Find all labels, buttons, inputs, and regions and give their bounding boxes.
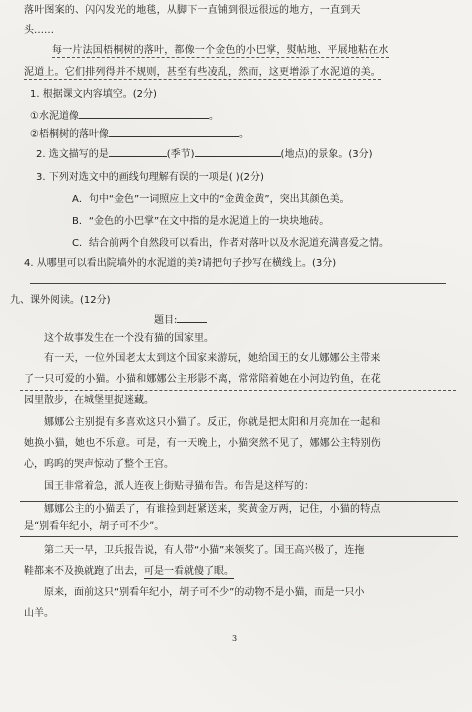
q1-item-1: ①水泥道像 。 xyxy=(30,108,219,124)
q2-part-3: (地点)的景象。(3分) xyxy=(280,149,373,160)
story-para-2-line-3: 园里散步，在城堡里捉迷藏。 xyxy=(24,395,154,406)
q2-line xyxy=(36,146,373,162)
page-number: 3 xyxy=(232,634,238,643)
q3-option-c: C．结合前两个自然段可以看出，作者对落叶以及水泥道充满喜爱之情。 xyxy=(72,238,389,249)
q4-answer-line[interactable] xyxy=(30,283,446,284)
q1-item-2: ②梧桐树的落叶像 。 xyxy=(30,126,249,142)
story-title-blank[interactable] xyxy=(177,312,207,323)
story-para-2-line-1: 有一天，一位外国老太太到这个国家来游玩，她给国王的女儿娜娜公主带来 xyxy=(44,353,381,364)
q2-part-2: (季节) xyxy=(166,149,195,160)
story-para-5-line-1: 第二天一早，卫兵报告说，有人带“小猫”来领奖了。国王高兴极了，连拖 xyxy=(44,545,365,556)
q1-title: 1. 根据课文内容填空。(2分) xyxy=(30,89,157,100)
story-para-3-line-3: 心，呜呜的哭声惊动了整个王宫。 xyxy=(24,459,174,470)
notice-line-1: 娜娜公主的小猫丢了，有谁捡到赶紧送来，奖黄金万两，记住，小猫的特点 xyxy=(44,504,381,515)
story-para-5-text: 鞋都来不及换就跑了出去， xyxy=(24,566,144,577)
q2-blank-place[interactable] xyxy=(195,146,281,157)
q3-title: 3. 下列对选文中的画线句理解有误的一项是( )(2分) xyxy=(36,172,264,183)
notice-line-2: 是“别看年纪小，胡子可不少”。 xyxy=(24,521,165,532)
q1-answer-blank-2[interactable] xyxy=(109,126,239,137)
story-para-3-line-2: 她换小猫，她也不乐意。可是，有一天晚上，小猫突然不见了，娜娜公主特别伤 xyxy=(24,438,381,449)
q3-option-a: A．句中“金色”一词照应上文中的“金黄金黄”，突出其颜色美。 xyxy=(72,194,350,205)
q2-blank-season[interactable] xyxy=(109,146,167,157)
q1-item-1-label: ①水泥道像 xyxy=(30,111,79,122)
q4-title: 4. 从哪里可以看出院墙外的水泥道的美?请把句子抄写在横线上。(3分) xyxy=(24,258,337,269)
top-text-line-2: 头…… xyxy=(24,25,54,36)
underlined-passage-line-1 xyxy=(52,44,389,58)
underlined-text-2: 泥道上。它们排列得并不规则，甚至有些凌乱，然而，这更增添了水泥道的美。 xyxy=(24,67,381,78)
top-text-line-1: 落叶图案的、闪闪发光的地毯，从脚下一直铺到很远很远的地方，一直到天 xyxy=(24,5,361,16)
section-9-heading: 九、课外阅读。(12分) xyxy=(10,295,111,306)
q1-answer-blank-1[interactable] xyxy=(79,108,209,119)
q2-part-1: 2. 选文描写的是 xyxy=(36,149,109,160)
story-para-6-line-2: 山羊。 xyxy=(24,608,54,619)
story-para-4: 国王非常着急，派人连夜上街贴寻猫布告。布告是这样写的： xyxy=(44,481,314,492)
story-para-5-line-2 xyxy=(24,565,234,579)
story-para-1: 这个故事发生在一个没有猫的国家里。 xyxy=(44,333,214,344)
q3-option-b: B．“金色的小巴掌”在文中指的是水泥道上的一块块地砖。 xyxy=(72,216,330,227)
story-title-label: 题目: xyxy=(154,312,207,328)
underlined-sentence: 可是一看就傻了眼。 xyxy=(144,566,234,577)
story-para-6-line-1: 原来，面前这只“别看年纪小，胡子可不少”的动物不是小猫，而是一只小 xyxy=(44,587,365,598)
story-para-2-line-2: 了一只可爱的小猫。小猫和娜娜公主形影不离，常常陪着她在小河边钓鱼，在花 xyxy=(24,374,381,385)
separator-dashed xyxy=(20,390,456,391)
story-para-3-line-1: 娜娜公主别提有多喜欢这只小猫了。反正，你就是把太阳和月亮加在一起和 xyxy=(44,417,381,428)
underlined-passage-line-2 xyxy=(24,66,381,80)
underlined-text-1: 每一片法国梧桐树的落叶，都像一个金色的小巴掌，熨帖地、平展地粘在水 xyxy=(52,45,389,56)
q1-item-2-label: ②梧桐树的落叶像 xyxy=(30,129,109,140)
